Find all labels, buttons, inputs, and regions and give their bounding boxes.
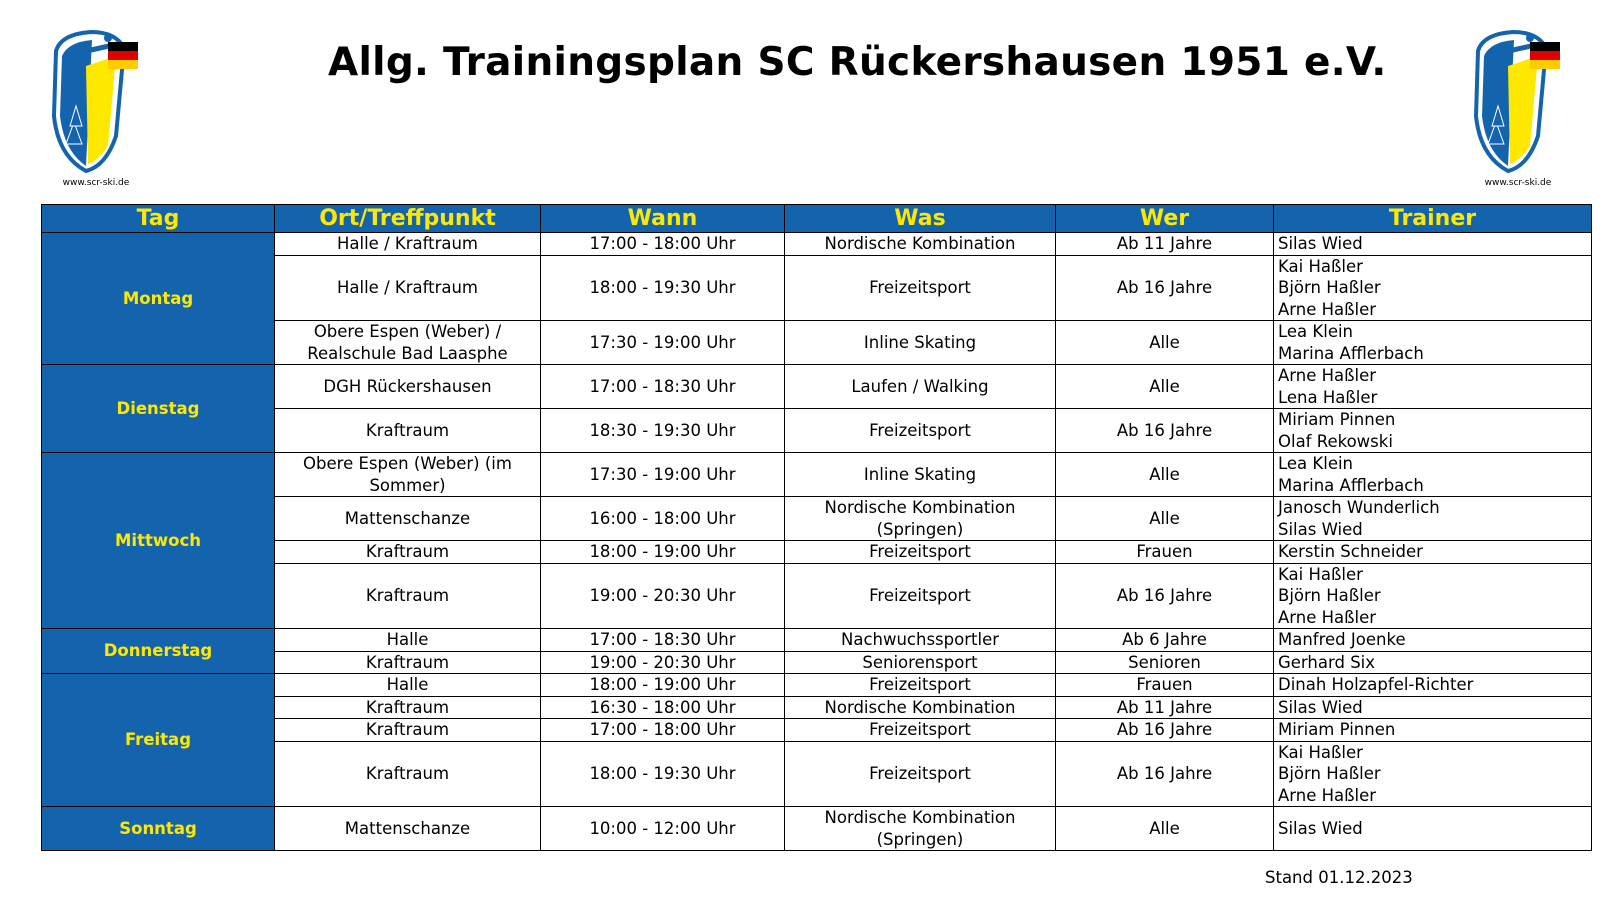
wann-cell: 18:00 - 19:30 Uhr	[541, 741, 785, 807]
table-row	[42, 674, 1592, 697]
ort-cell: Obere Espen (Weber) / Realschule Bad Laasphe	[275, 321, 541, 365]
wer-cell: Frauen	[1056, 541, 1274, 564]
trainer-name: Lea Klein	[1278, 454, 1354, 473]
club-logo-left	[46, 26, 146, 196]
trainer-name: Kai Haßler	[1278, 564, 1363, 584]
was-cell: Freizeitsport	[785, 563, 1056, 629]
was-cell: Freizeitsport	[785, 541, 1056, 564]
trainer-cell	[1274, 365, 1592, 409]
ort-cell: Mattenschanze	[275, 807, 541, 851]
club-url: www.scr-ski.de	[1484, 178, 1552, 188]
table-row	[42, 321, 1592, 365]
trainer-cell	[1274, 453, 1592, 497]
trainer-name: Arne Haßler	[1278, 299, 1377, 319]
table-row	[42, 497, 1592, 541]
wer-cell: Alle	[1056, 807, 1274, 851]
trainer-name: Olaf Rekowski	[1278, 431, 1393, 451]
was-cell: Nordische Kombination	[785, 233, 1056, 256]
table-row	[42, 807, 1592, 851]
table-row	[42, 563, 1592, 629]
trainer-name: Manfred Joenke	[1278, 630, 1406, 649]
wann-cell: 16:00 - 18:00 Uhr	[541, 497, 785, 541]
was-cell: Laufen / Walking	[785, 365, 1056, 409]
trainer-cell	[1274, 563, 1592, 629]
table-row	[42, 233, 1592, 256]
trainer-cell	[1274, 409, 1592, 453]
day-cell: Mittwoch	[42, 453, 275, 629]
trainer-name: Miriam Pinnen	[1278, 720, 1396, 739]
was-cell: Freizeitsport	[785, 741, 1056, 807]
trainer-name: Janosch Wunderlich	[1278, 498, 1440, 517]
table-row	[42, 719, 1592, 742]
wann-cell: 19:00 - 20:30 Uhr	[541, 563, 785, 629]
trainer-cell	[1274, 321, 1592, 365]
wer-cell: Frauen	[1056, 674, 1274, 697]
wer-cell: Ab 16 Jahre	[1056, 255, 1274, 321]
header-wer: Wer	[1056, 205, 1274, 233]
wer-cell: Ab 16 Jahre	[1056, 719, 1274, 742]
wer-cell: Alle	[1056, 365, 1274, 409]
trainer-name: Kai Haßler	[1278, 742, 1363, 762]
table-row	[42, 629, 1592, 652]
trainer-cell	[1274, 696, 1592, 719]
wer-cell: Ab 16 Jahre	[1056, 741, 1274, 807]
header-ort: Ort/Treffpunkt	[275, 205, 541, 233]
club-url: www.scr-ski.de	[62, 178, 130, 188]
wann-cell: 17:30 - 19:00 Uhr	[541, 321, 785, 365]
trainer-name: Arne Haßler	[1278, 607, 1377, 627]
ort-cell: Halle	[275, 629, 541, 652]
trainer-name: Miriam Pinnen	[1278, 410, 1396, 429]
trainer-name: Marina Afflerbach	[1278, 475, 1424, 495]
wer-cell: Ab 16 Jahre	[1056, 563, 1274, 629]
trainer-cell	[1274, 497, 1592, 541]
day-cell: Montag	[42, 233, 275, 365]
training-table	[41, 204, 1592, 851]
table-row	[42, 541, 1592, 564]
was-cell: Nordische Kombination (Springen)	[785, 807, 1056, 851]
trainer-name: Silas Wied	[1278, 818, 1363, 838]
ort-cell: Kraftraum	[275, 719, 541, 742]
wer-cell: Senioren	[1056, 651, 1274, 674]
was-cell: Nordische Kombination	[785, 696, 1056, 719]
trainer-name: Silas Wied	[1278, 697, 1363, 717]
wann-cell: 17:00 - 18:30 Uhr	[541, 629, 785, 652]
header-was: Was	[785, 205, 1056, 233]
trainer-name: Arne Haßler	[1278, 785, 1377, 805]
header-tag: Tag	[42, 205, 275, 233]
wer-cell: Alle	[1056, 321, 1274, 365]
day-cell: Donnerstag	[42, 629, 275, 674]
trainer-name: Marina Afflerbach	[1278, 343, 1424, 363]
wann-cell: 17:30 - 19:00 Uhr	[541, 453, 785, 497]
ort-cell: Kraftraum	[275, 409, 541, 453]
wann-cell: 18:00 - 19:00 Uhr	[541, 541, 785, 564]
trainer-cell	[1274, 651, 1592, 674]
trainer-name: Kai Haßler	[1278, 256, 1363, 276]
trainer-name: Gerhard Six	[1278, 652, 1376, 672]
wer-cell: Ab 16 Jahre	[1056, 409, 1274, 453]
ort-cell: Kraftraum	[275, 696, 541, 719]
trainer-cell	[1274, 741, 1592, 807]
trainer-cell	[1274, 629, 1592, 652]
was-cell: Inline Skating	[785, 321, 1056, 365]
wer-cell: Ab 6 Jahre	[1056, 629, 1274, 652]
table-row	[42, 696, 1592, 719]
ort-cell: Obere Espen (Weber) (im Sommer)	[275, 453, 541, 497]
table-body	[42, 233, 1592, 851]
wann-cell: 17:00 - 18:00 Uhr	[541, 719, 785, 742]
trainer-cell	[1274, 255, 1592, 321]
wann-cell: 18:00 - 19:30 Uhr	[541, 255, 785, 321]
was-cell: Freizeitsport	[785, 409, 1056, 453]
wann-cell: 16:30 - 18:00 Uhr	[541, 696, 785, 719]
trainer-name: Arne Haßler	[1278, 366, 1377, 385]
trainer-name: Lena Haßler	[1278, 387, 1378, 407]
table-row	[42, 651, 1592, 674]
page-title: Allg. Trainingsplan SC Rückershausen 1951 e.V.	[328, 40, 1387, 85]
trainer-cell	[1274, 719, 1592, 742]
wer-cell: Ab 11 Jahre	[1056, 233, 1274, 256]
table-row	[42, 409, 1592, 453]
trainer-cell	[1274, 674, 1592, 697]
was-cell: Nachwuchssportler	[785, 629, 1056, 652]
wann-cell: 17:00 - 18:00 Uhr	[541, 233, 785, 256]
wann-cell: 17:00 - 18:30 Uhr	[541, 365, 785, 409]
trainer-name: Björn Haßler	[1278, 764, 1381, 783]
wann-cell: 18:30 - 19:30 Uhr	[541, 409, 785, 453]
day-cell: Sonntag	[42, 807, 275, 851]
stand-date: Stand 01.12.2023	[1265, 868, 1413, 887]
trainer-cell	[1274, 233, 1592, 256]
table-row	[42, 741, 1592, 807]
trainer-name: Dinah Holzapfel-Richter	[1278, 675, 1474, 694]
trainer-cell	[1274, 807, 1592, 851]
day-cell: Freitag	[42, 674, 275, 807]
ort-cell: Halle / Kraftraum	[275, 233, 541, 256]
trainer-name: Lea Klein	[1278, 322, 1354, 341]
was-cell: Inline Skating	[785, 453, 1056, 497]
trainer-name: Björn Haßler	[1278, 278, 1381, 297]
ort-cell: Kraftraum	[275, 563, 541, 629]
trainer-name: Björn Haßler	[1278, 586, 1381, 605]
table-row	[42, 255, 1592, 321]
wann-cell: 19:00 - 20:30 Uhr	[541, 651, 785, 674]
ort-cell: Halle / Kraftraum	[275, 255, 541, 321]
was-cell: Seniorensport	[785, 651, 1056, 674]
wer-cell: Alle	[1056, 497, 1274, 541]
header-trainer: Trainer	[1274, 205, 1592, 233]
trainer-name: Silas Wied	[1278, 234, 1363, 253]
club-crest-icon	[46, 26, 146, 176]
ort-cell: DGH Rückershausen	[275, 365, 541, 409]
was-cell: Freizeitsport	[785, 719, 1056, 742]
day-cell: Dienstag	[42, 365, 275, 453]
ort-cell: Halle	[275, 674, 541, 697]
wer-cell: Ab 11 Jahre	[1056, 696, 1274, 719]
table-header-row	[42, 205, 1592, 233]
was-cell: Nordische Kombination (Springen)	[785, 497, 1056, 541]
ort-cell: Kraftraum	[275, 541, 541, 564]
wer-cell: Alle	[1056, 453, 1274, 497]
was-cell: Freizeitsport	[785, 255, 1056, 321]
trainer-cell	[1274, 541, 1592, 564]
trainer-name: Silas Wied	[1278, 519, 1363, 539]
ort-cell: Kraftraum	[275, 741, 541, 807]
trainer-name: Kerstin Schneider	[1278, 542, 1423, 561]
was-cell: Freizeitsport	[785, 674, 1056, 697]
ort-cell: Kraftraum	[275, 651, 541, 674]
table-row	[42, 365, 1592, 409]
wann-cell: 18:00 - 19:00 Uhr	[541, 674, 785, 697]
ort-cell: Mattenschanze	[275, 497, 541, 541]
table-row	[42, 453, 1592, 497]
wann-cell: 10:00 - 12:00 Uhr	[541, 807, 785, 851]
header-wann: Wann	[541, 205, 785, 233]
